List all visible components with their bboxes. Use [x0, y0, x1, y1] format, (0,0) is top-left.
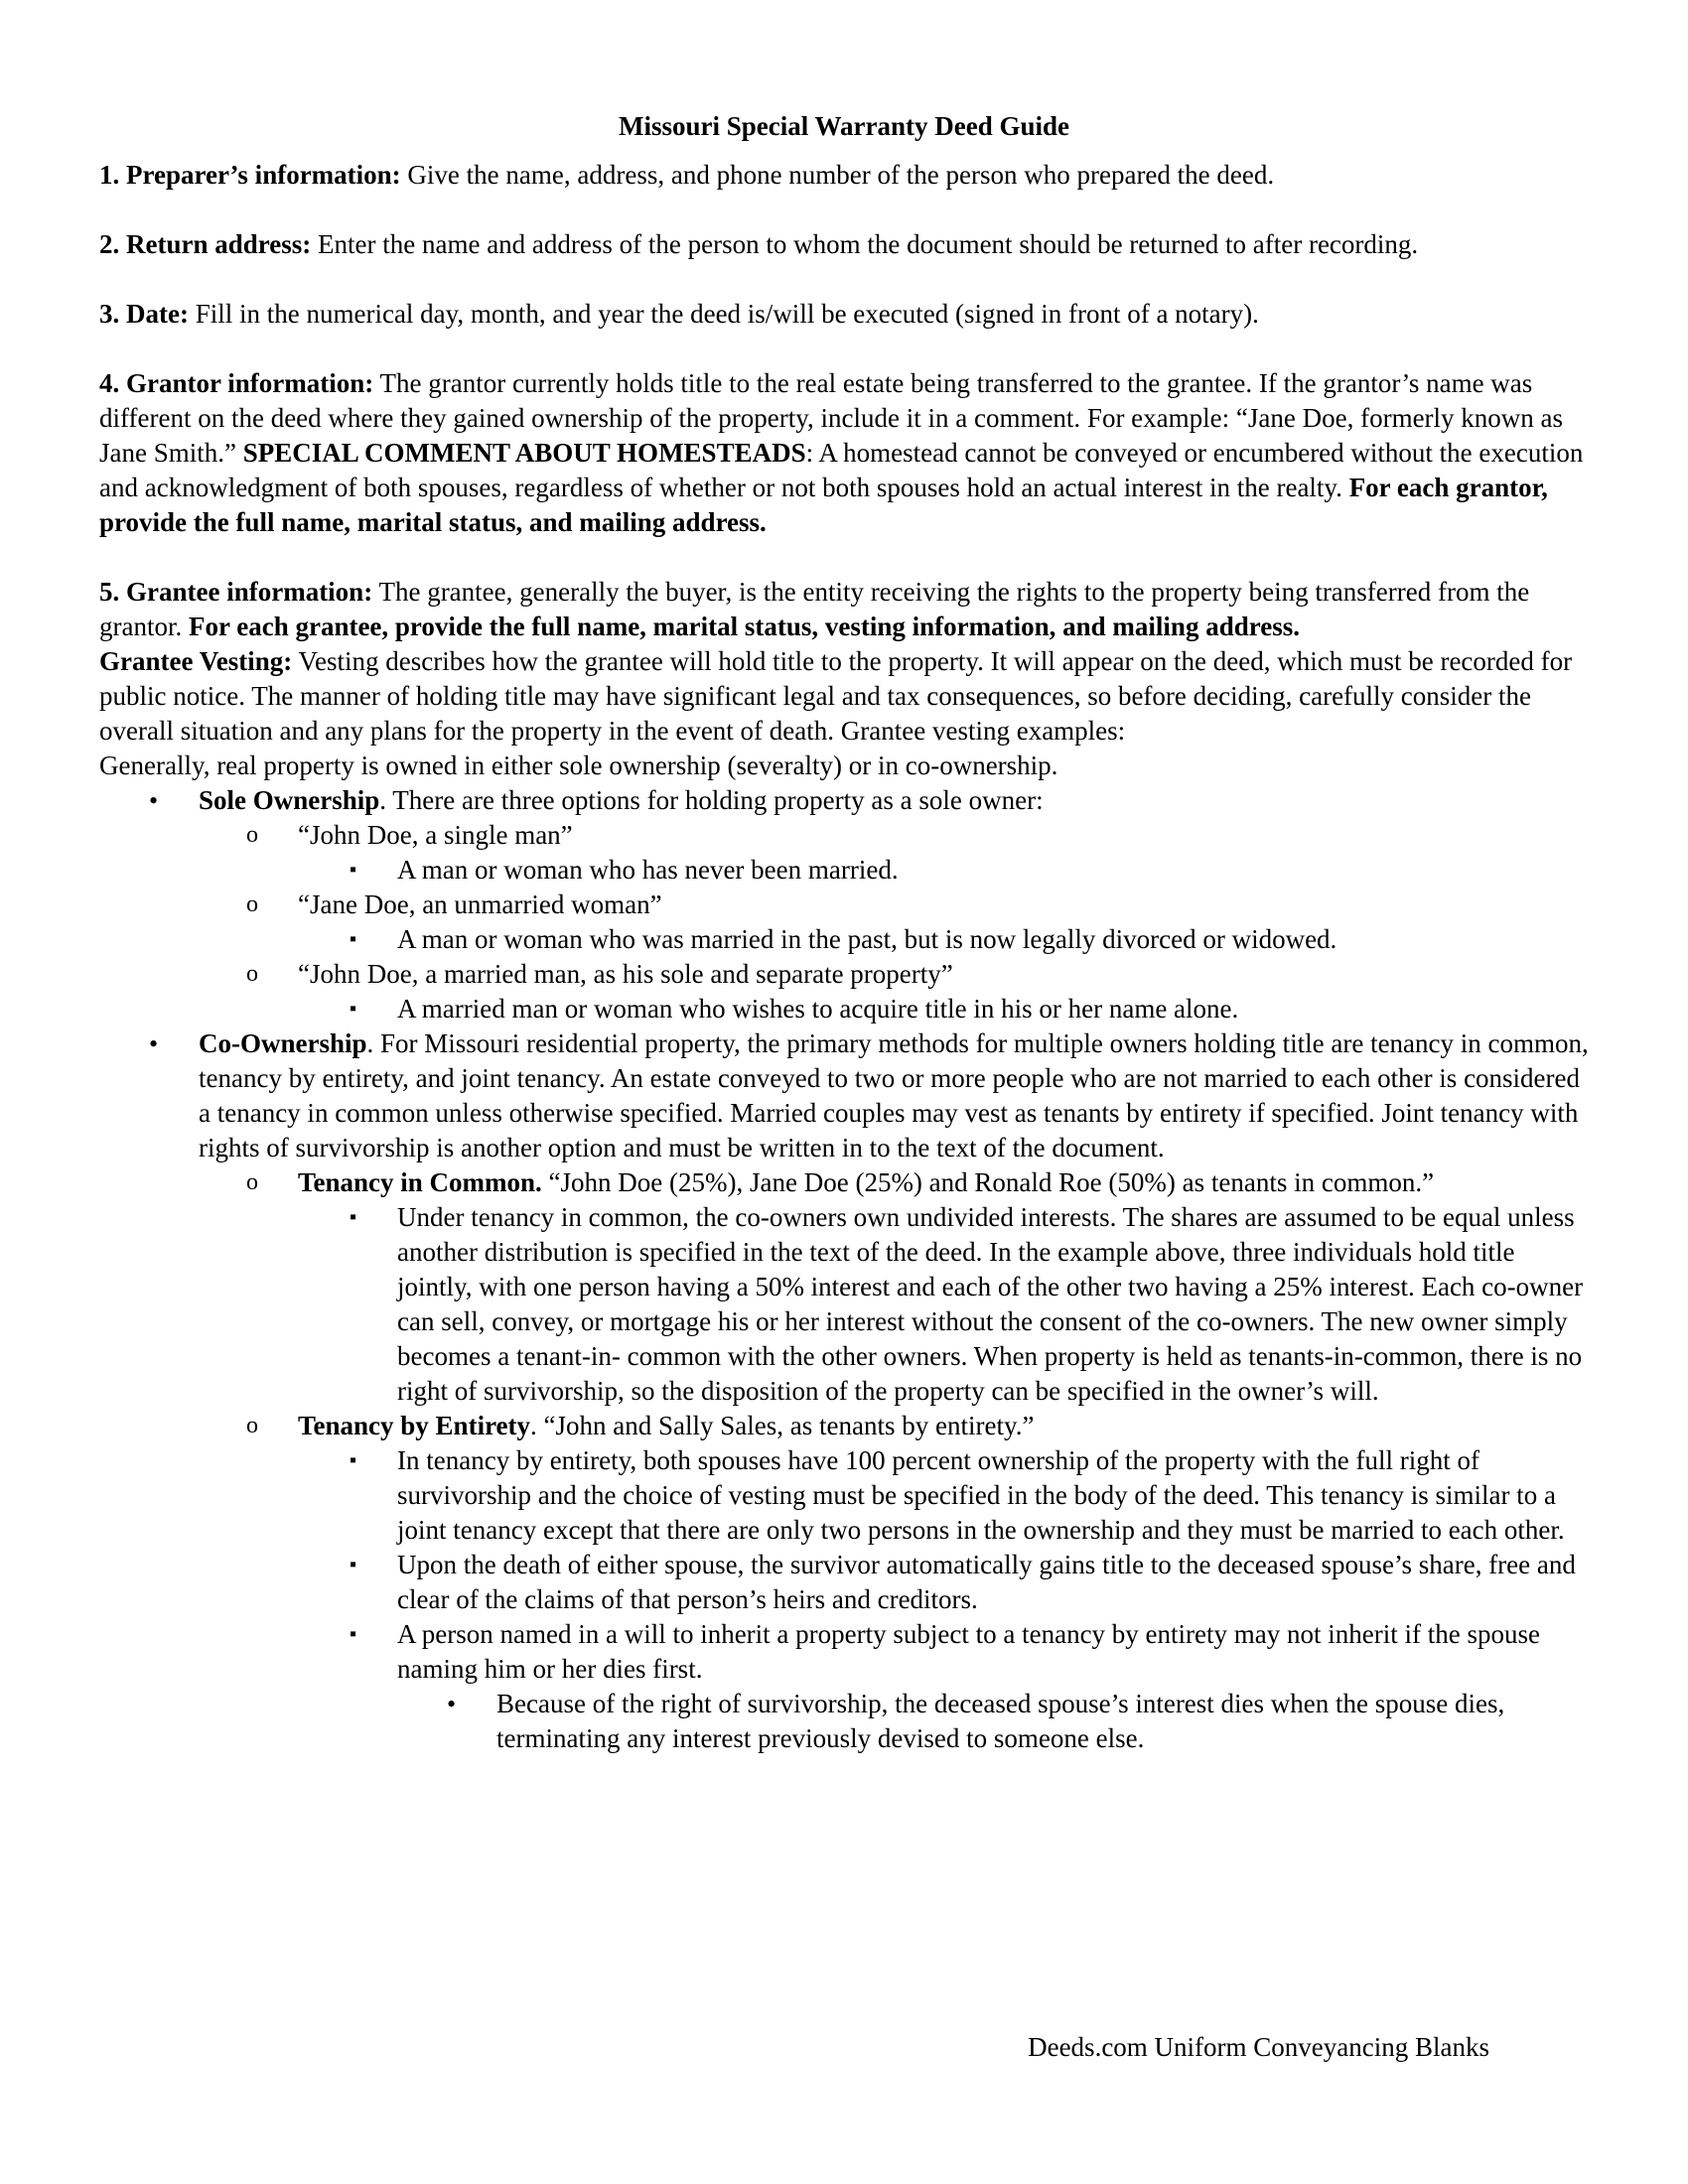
- bullet-marker: •: [447, 1690, 457, 1718]
- list-item-note: [99, 853, 1589, 887]
- section-preparer: [99, 158, 1589, 193]
- document-title: Missouri Special Warranty Deed Guide: [618, 111, 1069, 141]
- tenancy-in-common-heading: Tenancy in Common.: [298, 1167, 542, 1197]
- list-item-subnote: [99, 1687, 1589, 1756]
- section-heading: 3. Date:: [99, 299, 189, 329]
- ownership-intro: Generally, real property is owned in either sole ownership (severalty) or in co-ownership.: [99, 751, 1058, 780]
- co-ownership-text: . For Missouri residential property, the primary methods for multiple owners holding title are tenancy in common, tenancy by entirety, and joint tenancy. An estate conveyed to two or more people who are not married to each other is considered a tenancy in common unless otherwise specified. Married couples may vest as tenants by entirety if specified. Joint tenancy with rights of survivorship is another option and must be written in to the text of the document.: [199, 1028, 1589, 1162]
- circle-marker: o: [246, 1413, 258, 1438]
- section-text: Enter the name and address of the person to whom the document should be returned to after recording.: [311, 229, 1419, 259]
- section-heading: 1. Preparer’s information:: [99, 160, 401, 190]
- note-text: A man or woman who has never been married.: [397, 855, 899, 885]
- section-text: Give the name, address, and phone number of the person who prepared the deed.: [400, 160, 1275, 190]
- list-item-note: [99, 992, 1589, 1026]
- section-text: The grantee, generally the buyer, is the entity receiving the rights to the property being transferred from the grantor.: [99, 577, 1530, 641]
- grantor-instruction: For each grantor, provide the full name, marital status, and mailing address.: [99, 473, 1548, 537]
- vesting-heading: Grantee Vesting:: [99, 646, 293, 676]
- vesting-text: Vesting describes how the grantee will hold title to the property. It will appear on the deed, which must be recorded for public notice. The manner of holding title may have significant legal and tax consequences, so before deciding, carefully consider the overall situation and any plans for the property in the event of death. Grantee vesting examples:: [99, 646, 1573, 746]
- section-text: : A homestead cannot be conveyed or encumbered without the execution and acknowledgment of both spouses, regardless of whether or not both spouses hold an actual interest in the realty.: [99, 438, 1584, 502]
- sole-ownership-text: . There are three options for holding property as a sole owner:: [379, 785, 1044, 815]
- list-item-co-ownership: [99, 1026, 1589, 1165]
- list-item-note: [99, 1200, 1589, 1409]
- bullet-marker: •: [149, 1029, 159, 1058]
- square-marker: ▪: [350, 928, 357, 950]
- square-marker: ▪: [350, 1623, 357, 1645]
- example-text: “Jane Doe, an unmarried woman”: [298, 889, 662, 919]
- list-item-example: [99, 818, 1589, 853]
- section-grantee: [99, 575, 1589, 644]
- note-text: In tenancy by entirety, both spouses have 100 percent ownership of the property with the full right of survivorship and the choice of vesting must be specified in the body of the deed. This tenancy is similar to a joint tenancy except that there are only two persons in the ownership and they must be married to each other.: [397, 1445, 1565, 1545]
- tenancy-by-entirety-example: . “John and Sally Sales, as tenants by entirety.”: [530, 1411, 1035, 1440]
- co-ownership-heading: Co-Ownership: [199, 1028, 367, 1058]
- list-item-note: [99, 922, 1589, 957]
- bullet-marker: •: [149, 786, 159, 815]
- list-item-note: [99, 1443, 1589, 1548]
- section-date: [99, 297, 1589, 332]
- note-text: A man or woman who was married in the past, but is now legally divorced or widowed.: [397, 924, 1337, 954]
- section-text: The grantor currently holds title to the real estate being transferred to the grantee. If the grantor’s name was different on the deed where they gained ownership of the property, include it in a comment. For example: “Jane Doe, formerly known as Jane Smith.”: [99, 368, 1564, 468]
- example-text: “John Doe, a single man”: [298, 820, 573, 850]
- sole-ownership-heading: Sole Ownership: [199, 785, 380, 815]
- section-return-address: [99, 227, 1589, 262]
- section-text: Fill in the numerical day, month, and year the deed is/will be executed (signed in front of a notary).: [188, 299, 1259, 329]
- square-marker: ▪: [350, 1206, 357, 1228]
- section-grantor: [99, 366, 1589, 540]
- circle-marker: o: [246, 1169, 258, 1195]
- section-heading: 2. Return address:: [99, 229, 312, 259]
- list-item-tenancy-in-common: [99, 1165, 1589, 1200]
- circle-marker: o: [246, 891, 258, 917]
- note-text: A person named in a will to inherit a property subject to a tenancy by entirety may not inherit if the spouse naming him or her dies first.: [397, 1619, 1540, 1684]
- square-marker: ▪: [350, 859, 357, 881]
- grantee-instruction: For each grantee, provide the full name, marital status, vesting information, and mailing address.: [188, 612, 1300, 641]
- note-text: Under tenancy in common, the co-owners own undivided interests. The shares are assumed to be equal unless another distribution is specified in the text of the deed. In the example above, three individuals hold title jointly, with one person having a 50% interest and each of the other two having a 25% interest. Each co-owner can sell, convey, or mortgage his or her interest without the consent of the co-owners. The new owner simply becomes a tenant-in- common with the other owners. When property is held as tenants-in-common, there is no right of survivorship, so the disposition of the property can be specified in the owner’s will.: [397, 1202, 1584, 1406]
- list-item-note: [99, 1617, 1589, 1687]
- example-text: “John Doe, a married man, as his sole and separate property”: [298, 959, 953, 989]
- note-text: A married man or woman who wishes to acquire title in his or her name alone.: [397, 994, 1239, 1024]
- page-footer: Deeds.com Uniform Conveyancing Blanks: [1028, 2032, 1489, 2062]
- document-page: [99, 109, 1589, 1756]
- circle-marker: o: [246, 961, 258, 987]
- square-marker: ▪: [350, 1449, 357, 1471]
- tenancy-by-entirety-heading: Tenancy by Entirety: [298, 1411, 531, 1440]
- tenancy-in-common-example: “John Doe (25%), Jane Doe (25%) and Ronald Roe (50%) as tenants in common.”: [541, 1167, 1435, 1197]
- list-item-note: [99, 1548, 1589, 1617]
- square-marker: ▪: [350, 998, 357, 1020]
- section-heading: 5. Grantee information:: [99, 577, 373, 607]
- list-item-example: [99, 957, 1589, 992]
- section-heading: 4. Grantor information:: [99, 368, 374, 398]
- list-item-tenancy-by-entirety: [99, 1409, 1589, 1443]
- grantee-vesting: [99, 644, 1589, 749]
- homestead-comment-label: SPECIAL COMMENT ABOUT HOMESTEADS: [242, 438, 806, 468]
- subnote-text: Because of the right of survivorship, the deceased spouse’s interest dies when the spouse dies, terminating any interest previously devised to someone else.: [496, 1689, 1505, 1753]
- note-text: Upon the death of either spouse, the survivor automatically gains title to the deceased spouse’s share, free and clear of the claims of that person’s heirs and creditors.: [397, 1550, 1576, 1614]
- square-marker: ▪: [350, 1554, 357, 1575]
- circle-marker: o: [246, 822, 258, 848]
- list-item-example: [99, 887, 1589, 922]
- list-item-sole-ownership: [99, 783, 1589, 818]
